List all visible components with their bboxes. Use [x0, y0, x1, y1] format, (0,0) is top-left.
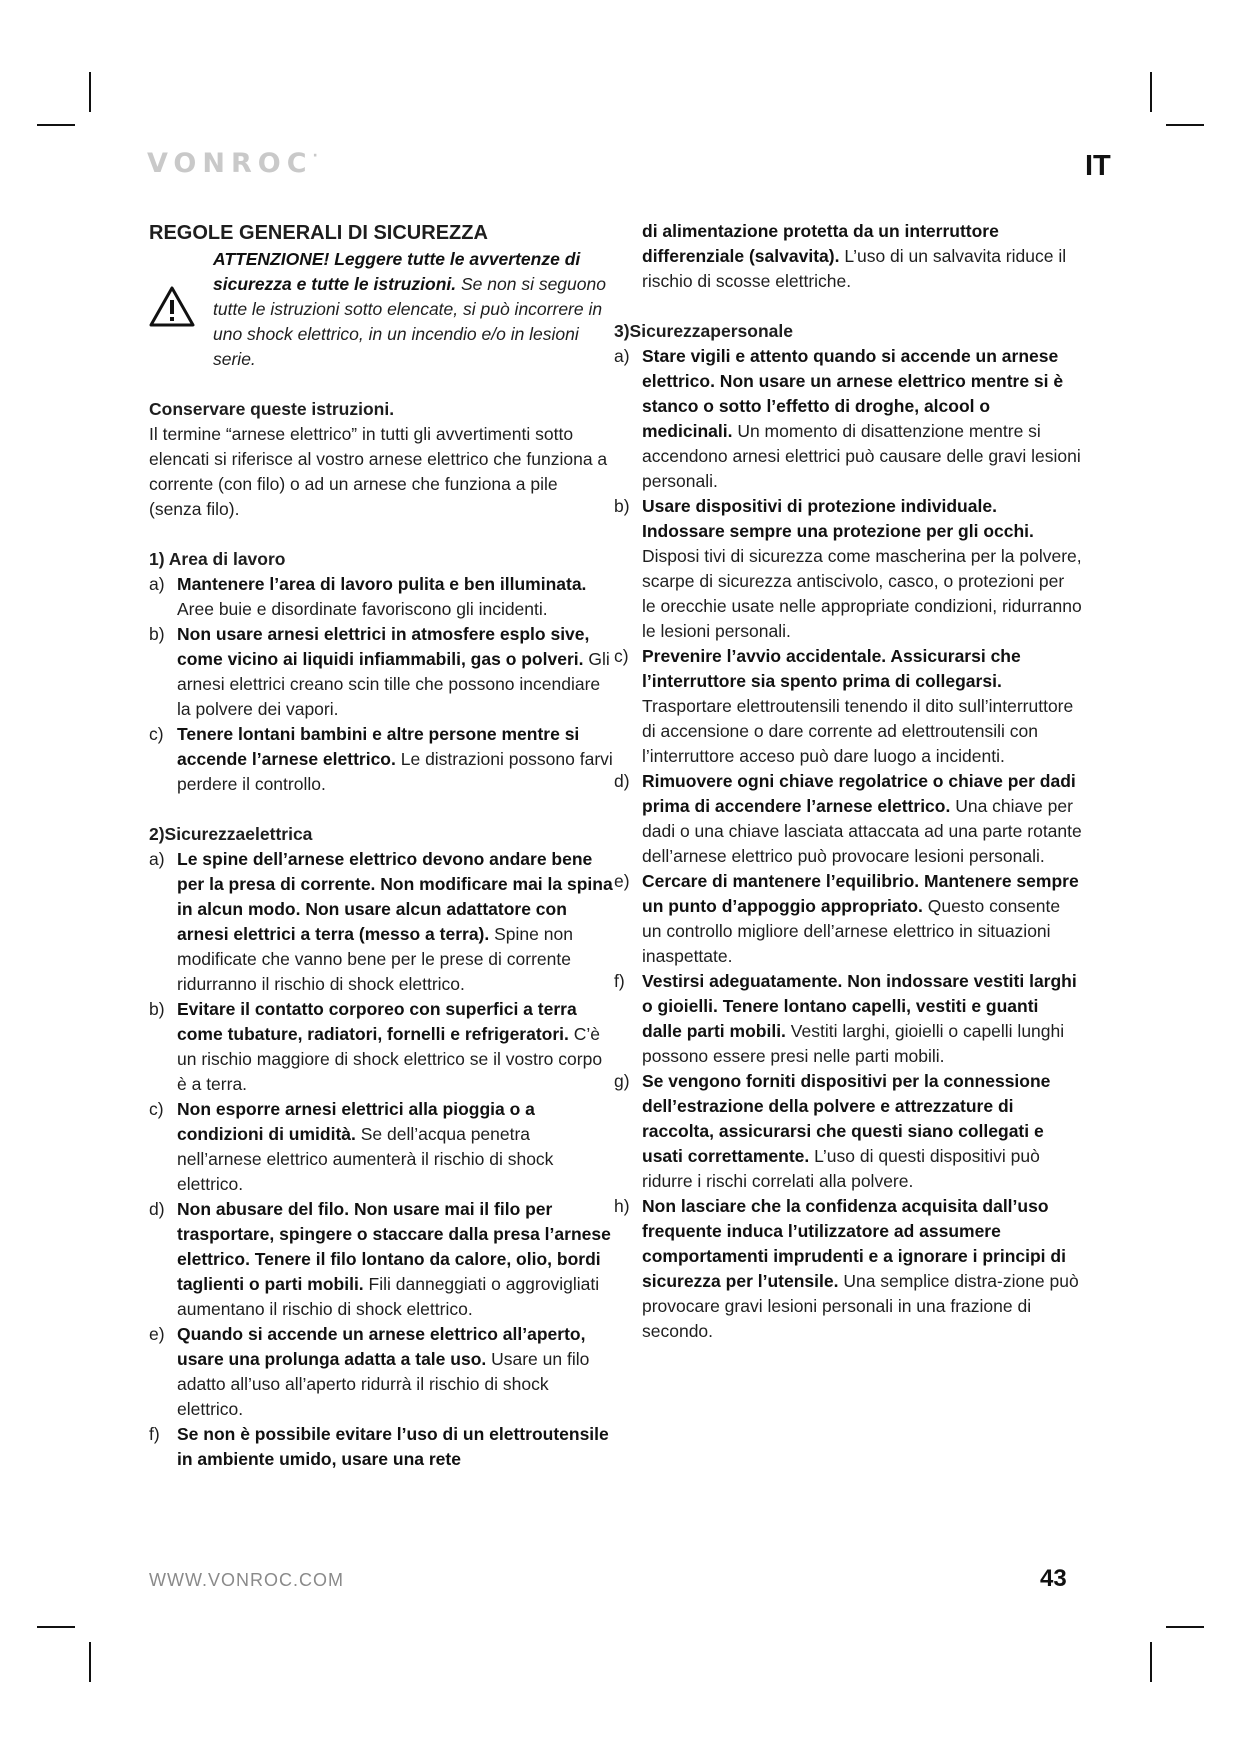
crop-mark [89, 72, 91, 112]
list-item: a) Mantenere l’area di lavoro pulita e ben illuminata. Aree buie e disordinate favoriscono gli incidenti. [149, 574, 587, 619]
crop-mark [37, 124, 75, 126]
list-item: e) Cercare di mantenere l’equilibrio. Mantenere sempre un punto d’appoggio appropriato. Questo consente un controllo migliore dell’arnese elettrico in situazioni inaspettate. [614, 871, 1079, 966]
list-item-continued: di alimentazione protetta da un interruttore differenziale (salvavita). L’uso di un salvavita riduce il rischio di scosse elettriche. [642, 221, 1067, 291]
list-item: h) Non lasciare che la confidenza acquisita dall’uso frequente induca l’utilizzatore ad assumere comportamenti imprudenti e a ignorare i principi di sicurezza per l’utensile. Una semplice distra-zione può provocare gravi lesioni personali in una frazione di secondo. [614, 1196, 1079, 1341]
list-item: e) Quando si accende un arnese elettrico all’aperto, usare una prolunga adatta a tale uso. Usare un filo adatto all’uso all’aperto ridurrà il rischio di shock elettrico. [149, 1324, 590, 1419]
crop-mark [1166, 124, 1204, 126]
crop-mark [1150, 72, 1152, 112]
crop-mark [89, 1642, 91, 1682]
section-heading-electrical: 2)Sicurezzaelettrica [149, 824, 313, 844]
keep-text: Il termine “arnese elettrico” in tutti gli avvertimenti sotto elencati si riferisce al vostro arnese elettrico che funziona a corrente (con filo) o ad un arnese che funziona a pile (senza filo). [149, 424, 608, 519]
list-item: g) Se vengono forniti dispositivi per la connessione dell’estrazione della polvere e attrezzature di raccolta, assicurarsi che questi siano collegati e usati correttamente. L’uso di questi dispositivi può ridurre i rischi correlati alla polvere. [614, 1071, 1051, 1191]
brand-logo: VONROC· [147, 148, 318, 179]
list-item: f) Se non è possibile evitare l’uso di un elettroutensile in ambiente umido, usare una rete [149, 1424, 609, 1469]
footer-url[interactable]: WWW.VONROC.COM [149, 1570, 344, 1590]
section-heading-work-area: 1) Area di lavoro [149, 549, 286, 569]
language-code: IT [1085, 150, 1111, 182]
section-heading-personal: 3)Sicurezzapersonale [614, 321, 793, 341]
right-column [614, 219, 1082, 1344]
page-title: REGOLE GENERALI DI SICUREZZA [149, 222, 488, 244]
left-column [149, 219, 614, 1472]
list-item: c) Tenere lontani bambini e altre persone mentre si accende l’arnese elettrico. Le distrazioni possono farvi perdere il controllo. [149, 724, 613, 794]
warning-block [149, 247, 614, 372]
list-item: a) Le spine dell’arnese elettrico devono andare bene per la presa di corrente. Non modificare mai la spina in alcun modo. Non usare alcun adattatore con arnesi elettrici a terra (messo a terra). Spine non modificate che vanno bene per le prese di corrente ridurranno il rischio di shock elettrico. [149, 849, 613, 994]
list-item: a) Stare vigili e attento quando si accende un arnese elettrico. Non usare un arnese elettrico mentre si è stanco o sotto l’effetto di droghe, alcool o medicinali. Un momento di disattenzione mentre si accendono arnesi elettrici può causare delle gravi lesioni personali. [614, 346, 1081, 491]
crop-mark [1166, 1626, 1204, 1628]
list-item: b) Non usare arnesi elettrici in atmosfere esplo sive, come vicino ai liquidi infiammabili, gas o polveri. Gli arnesi elettrici creano scin tille che possono incendiare la polvere dei vapori. [149, 624, 610, 719]
crop-mark [37, 1626, 75, 1628]
page-number: 43 [1040, 1565, 1067, 1592]
list-item: d) Non abusare del filo. Non usare mai il filo per trasportare, spingere o staccare dalla presa l’arnese elettrico. Tenere il filo lontano da calore, olio, bordi taglienti o parti mobili. Fili danneggiati o aggrovigliati aumentano il rischio di shock elettrico. [149, 1199, 611, 1319]
warning-text: Se non si seguono tutte le istruzioni sotto elencate, si può incorrere in uno shock elettrico, in un incendio e/o in lesioni serie. [213, 274, 606, 369]
warning-triangle-icon [149, 285, 195, 327]
list-item: d) Rimuovere ogni chiave regolatrice o chiave per dadi prima di accendere l’arnese elettrico. Una chiave per dadi o una chiave lasciata attaccata ad una parte rotante dell’arnese elettrico può provocare lesioni personali. [614, 771, 1082, 866]
list-item: c) Non esporre arnesi elettrici alla pioggia o a condizioni di umidità. Se dell’acqua penetra nell’arnese elettrico aumenterà il rischio di shock elettrico. [149, 1099, 554, 1194]
list-item: b) Evitare il contatto corporeo con superfici a terra come tubature, radiatori, fornelli e refrigeratori. C’è un rischio maggiore di shock elettrico se il vostro corpo è a terra. [149, 999, 603, 1094]
warning-bold: ATTENZIONE! Leggere tutte le avvertenze di sicurezza e tutte le istruzioni. [213, 249, 581, 294]
list-item: f) Vestirsi adeguatamente. Non indossare vestiti larghi o gioielli. Tenere lontano capelli, vestiti e guanti dalle parti mobili. Vestiti larghi, gioielli o capelli lunghi possono essere presi nelle parti mobili. [614, 971, 1077, 1066]
list-item: b) Usare dispositivi di protezione individuale. Indossare sempre una protezione per gli occhi. Disposi tivi di sicurezza come mascherina per la polvere, scarpe di sicurezza antiscivolo, casco, o protezioni per le orecchie usate nelle appropriate condizioni, ridurranno le lesioni personali. [614, 496, 1082, 641]
keep-heading: Conservare queste istruzioni. [149, 399, 395, 419]
list-item: c) Prevenire l’avvio accidentale. Assicurarsi che l’interruttore sia spento prima di collegarsi. Trasportare elettroutensili tenendo il dito sull’interruttore di accensione o dare corrente ad elettroutensili con l’interruttore acceso può dare luogo a incidenti. [614, 646, 1074, 766]
crop-mark [1150, 1642, 1152, 1682]
